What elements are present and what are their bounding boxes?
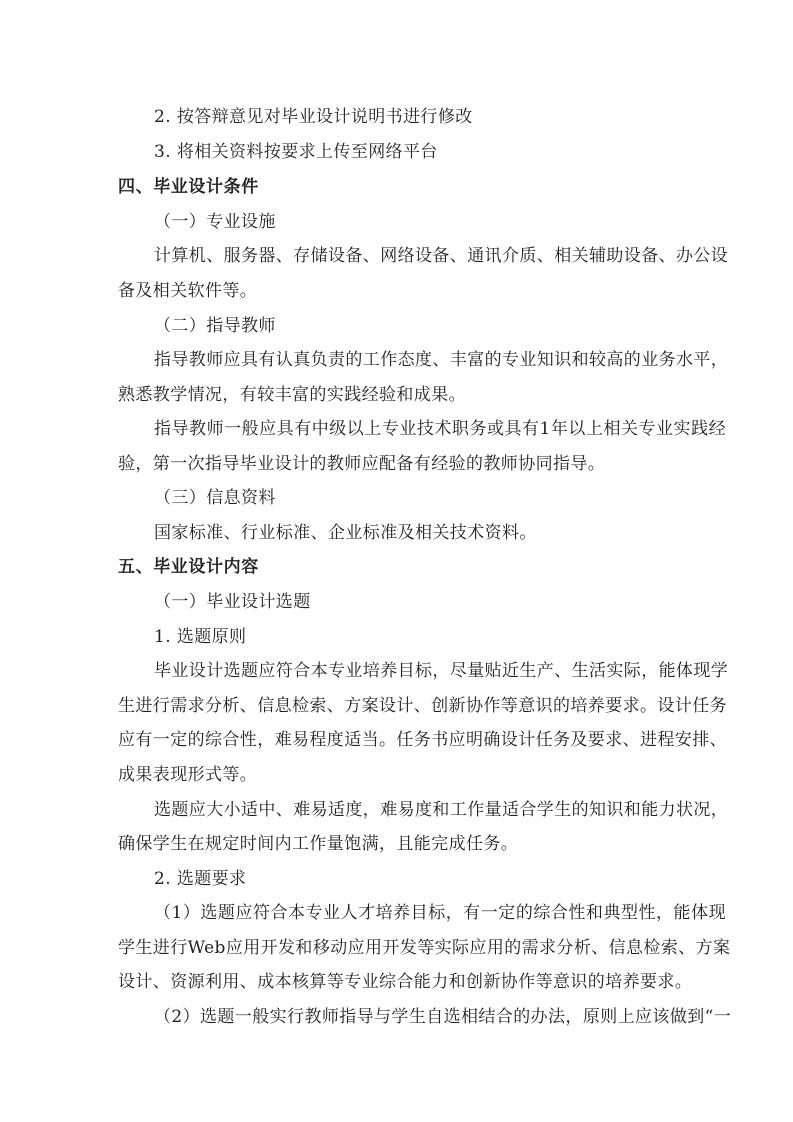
paragraph-line: 国家标准、行业标准、企业标准及相关技术资料。	[154, 523, 537, 543]
subsection-title-topic-selection: （一）毕业设计选题	[154, 592, 311, 612]
paragraph-line: 生进行需求分析、信息检索、方案设计、创新协作等意识的培养要求。设计任务	[118, 696, 727, 716]
subsection-title-information: （三）信息资料	[154, 488, 276, 508]
paragraph-line: 验，第一次指导毕业设计的教师应配备有经验的教师协同指导。	[118, 454, 606, 474]
subsection-title-facilities: （一）专业设施	[154, 212, 276, 232]
paragraph-line: 选题应大小适中、难易适度，难易度和工作量适合学生的知识和能力状况，	[154, 800, 729, 820]
list-item-upload-materials: 3. 将相关资料按要求上传至网络平台	[154, 142, 438, 162]
paragraph-line: 备及相关软件等。	[118, 281, 258, 301]
paragraph-line: 指导教师一般应具有中级以上专业技术职务或具有1年以上相关专业实践经	[154, 419, 726, 439]
paragraph-line: 确保学生在规定时间内工作量饱满，且能完成任务。	[118, 834, 519, 854]
paragraph-line: 计算机、服务器、存储设备、网络设备、通讯介质、相关辅助设备、办公设	[154, 246, 729, 266]
subsection-title-advisors: （二）指导教师	[154, 316, 276, 336]
paragraph-line: 熟悉教学情况，有较丰富的实践经验和成果。	[118, 385, 466, 405]
item-title-principles: 1. 选题原则	[154, 627, 247, 647]
paragraph-line: 指导教师应具有认真负责的工作态度、丰富的专业知识和较高的业务水平，	[154, 350, 729, 370]
list-item-revise-manual: 2. 按答辩意见对毕业设计说明书进行修改	[154, 107, 473, 127]
paragraph-line: （1）选题应符合本专业人才培养目标，有一定的综合性和典型性，能体现	[154, 903, 726, 923]
paragraph-line: （2）选题一般实行教师指导与学生自选相结合的办法，原则上应该做到“一	[154, 1007, 732, 1027]
section-heading-conditions: 四、毕业设计条件	[118, 177, 259, 197]
paragraph-line: 应有一定的综合性，难易程度适当。任务书应明确设计任务及要求、进程安排、	[118, 730, 727, 750]
paragraph-line: 成果表现形式等。	[118, 765, 258, 785]
item-title-requirements: 2. 选题要求	[154, 869, 247, 889]
paragraph-line: 毕业设计选题应符合本专业培养目标，尽量贴近生产、生活实际，能体现学	[154, 661, 729, 681]
paragraph-line: 设计、资源利用、成本核算等专业综合能力和创新协作等意识的培养要求。	[118, 972, 693, 992]
section-heading-content: 五、毕业设计内容	[118, 557, 259, 577]
paragraph-line: 学生进行Web应用开发和移动应用开发等实际应用的需求分析、信息检索、方案	[118, 938, 731, 958]
